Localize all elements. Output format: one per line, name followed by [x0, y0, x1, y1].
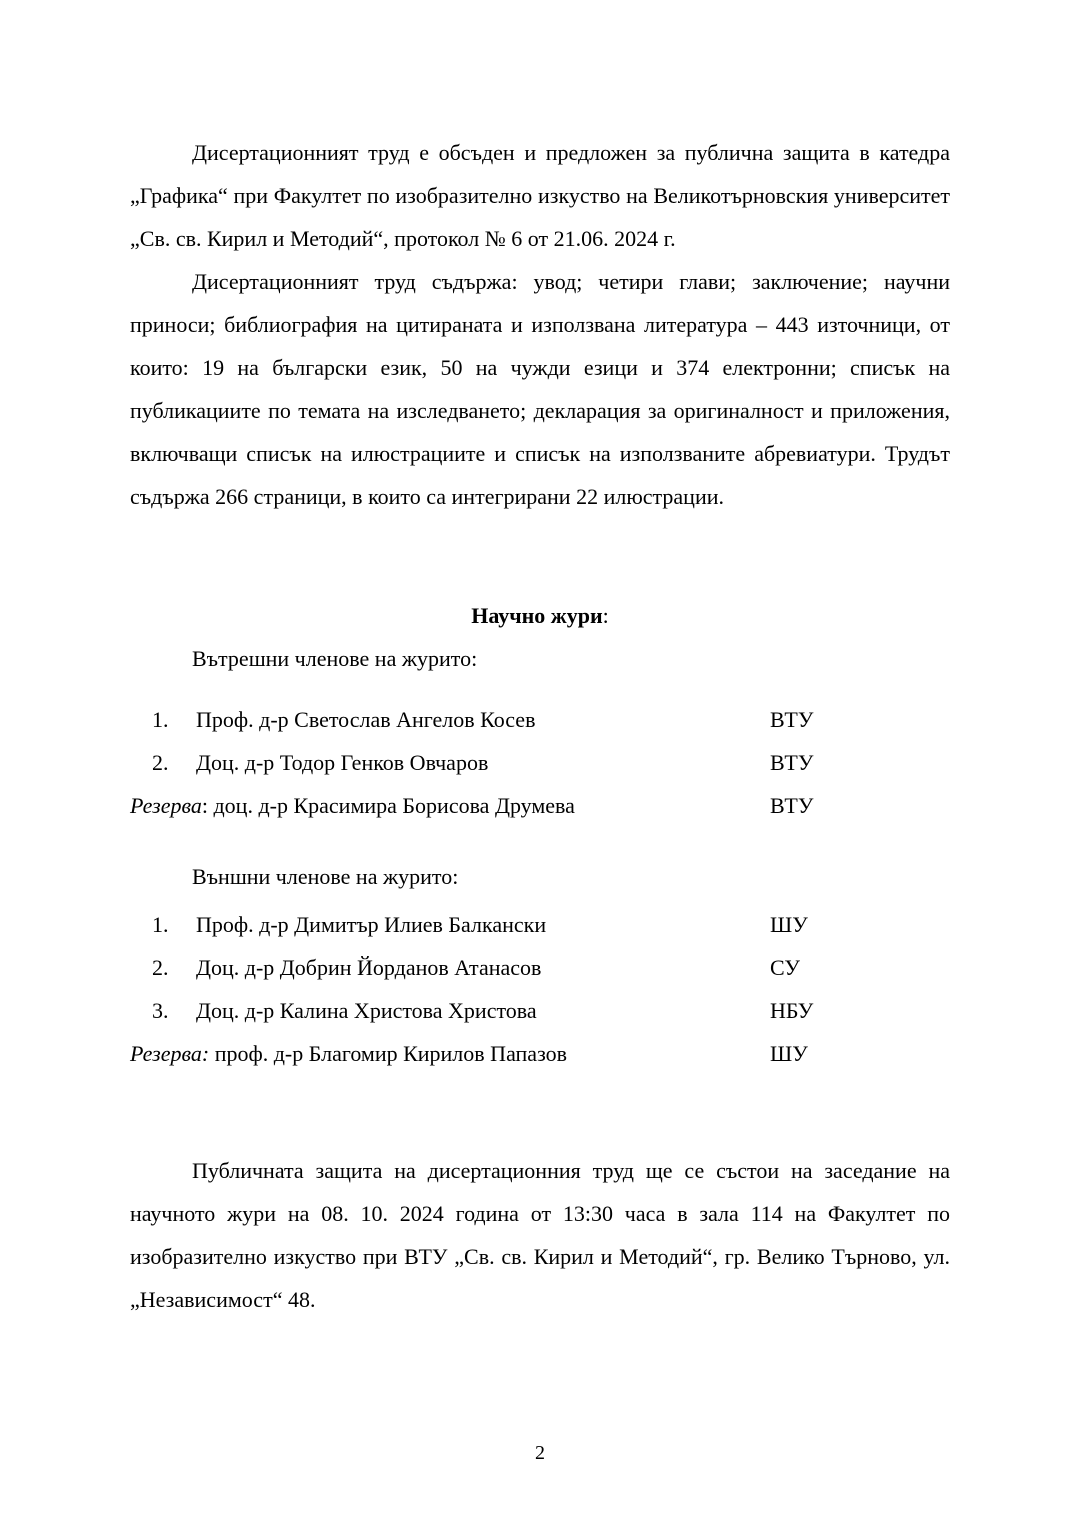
- paragraph-defense-announcement: Публичната защита на дисертационния труд ще се състои на заседание на научното жури на 08. 10. 2024 година от 13:30 часа в зала 114 на Факултет по изобразително изкуство при ВТУ „Св. св. Кирил и Методий“, гр. Велико Търново, ул. „Независимост“ 48.: [130, 1158, 950, 1312]
- jury-row: [130, 903, 950, 946]
- jury-member-org: ШУ: [770, 912, 808, 937]
- jury-member-org: ШУ: [770, 1041, 808, 1066]
- jury-member-org: ВТУ: [770, 750, 814, 775]
- page-number: 2: [535, 1442, 545, 1464]
- jury-member-name: Доц. д-р Добрин Йорданов Атанасов: [196, 955, 542, 980]
- jury-reserve-row: [130, 784, 950, 827]
- jury-row: [130, 946, 950, 989]
- jury-reserve-name: [130, 1032, 770, 1075]
- jury-reserve-label: Резерва: [130, 793, 202, 818]
- jury-row: [130, 989, 950, 1032]
- jury-reserve-label: Резерва:: [130, 1041, 210, 1066]
- jury-member-org: НБУ: [770, 998, 814, 1023]
- jury-heading-colon: :: [602, 603, 609, 628]
- jury-member-org: ВТУ: [770, 707, 814, 732]
- jury-member-name: Доц. д-р Калина Христова Христова: [196, 998, 537, 1023]
- jury-heading: [130, 594, 950, 637]
- internal-jury-title: Вътрешни членове на журито:: [192, 646, 478, 671]
- internal-jury-list: [130, 698, 950, 827]
- external-jury-list: [130, 903, 950, 1075]
- jury-member-number: 2.: [152, 955, 169, 980]
- jury-reserve-rest: проф. д-р Благомир Кирилов Папазов: [209, 1041, 568, 1066]
- jury-reserve-row: [130, 1032, 950, 1075]
- jury-row: [130, 698, 950, 741]
- jury-member-name: Доц. д-р Тодор Генков Овчаров: [196, 750, 489, 775]
- jury-member-number: 3.: [152, 998, 169, 1023]
- jury-row: [130, 741, 950, 784]
- jury-member-number: 1.: [152, 707, 169, 732]
- jury-member-org: ВТУ: [770, 793, 814, 818]
- jury-member-number: 1.: [152, 912, 169, 937]
- jury-member-name: Проф. д-р Димитър Илиев Балкански: [196, 912, 547, 937]
- jury-member-name: Проф. д-р Светослав Ангелов Косев: [196, 707, 536, 732]
- paragraph-contents: Дисертационният труд съдържа: увод; четири глави; заключение; научни приноси; библиография на цитираната и използвана литература – 443 източници, от които: 19 на български език, 50 на чужди езици и 374 електронни; списък на публикациите по темата на изследването; декларация за оригиналност и приложения, включващи списък на илюстрациите и списък на използваните абревиатури. Трудът съдържа 266 страници, в които са интегрирани 22 илюстрации.: [130, 269, 950, 509]
- jury-reserve-rest: : доц. д-р Красимира Борисова Друмева: [201, 793, 575, 818]
- jury-heading-label: Научно жури: [471, 603, 603, 628]
- paragraph-discussion: Дисертационният труд е обсъден и предложен за публична защита в катедра „Графика“ при Факултет по изобразително изкуство на Великотърновския университет „Св. св. Кирил и Методий“, протокол № 6 от 21.06. 2024 г.: [130, 140, 950, 251]
- jury-member-number: 2.: [152, 750, 169, 775]
- external-jury-title: Външни членове на журито:: [192, 864, 459, 889]
- jury-reserve-name: [130, 784, 770, 827]
- jury-member-org: СУ: [770, 955, 800, 980]
